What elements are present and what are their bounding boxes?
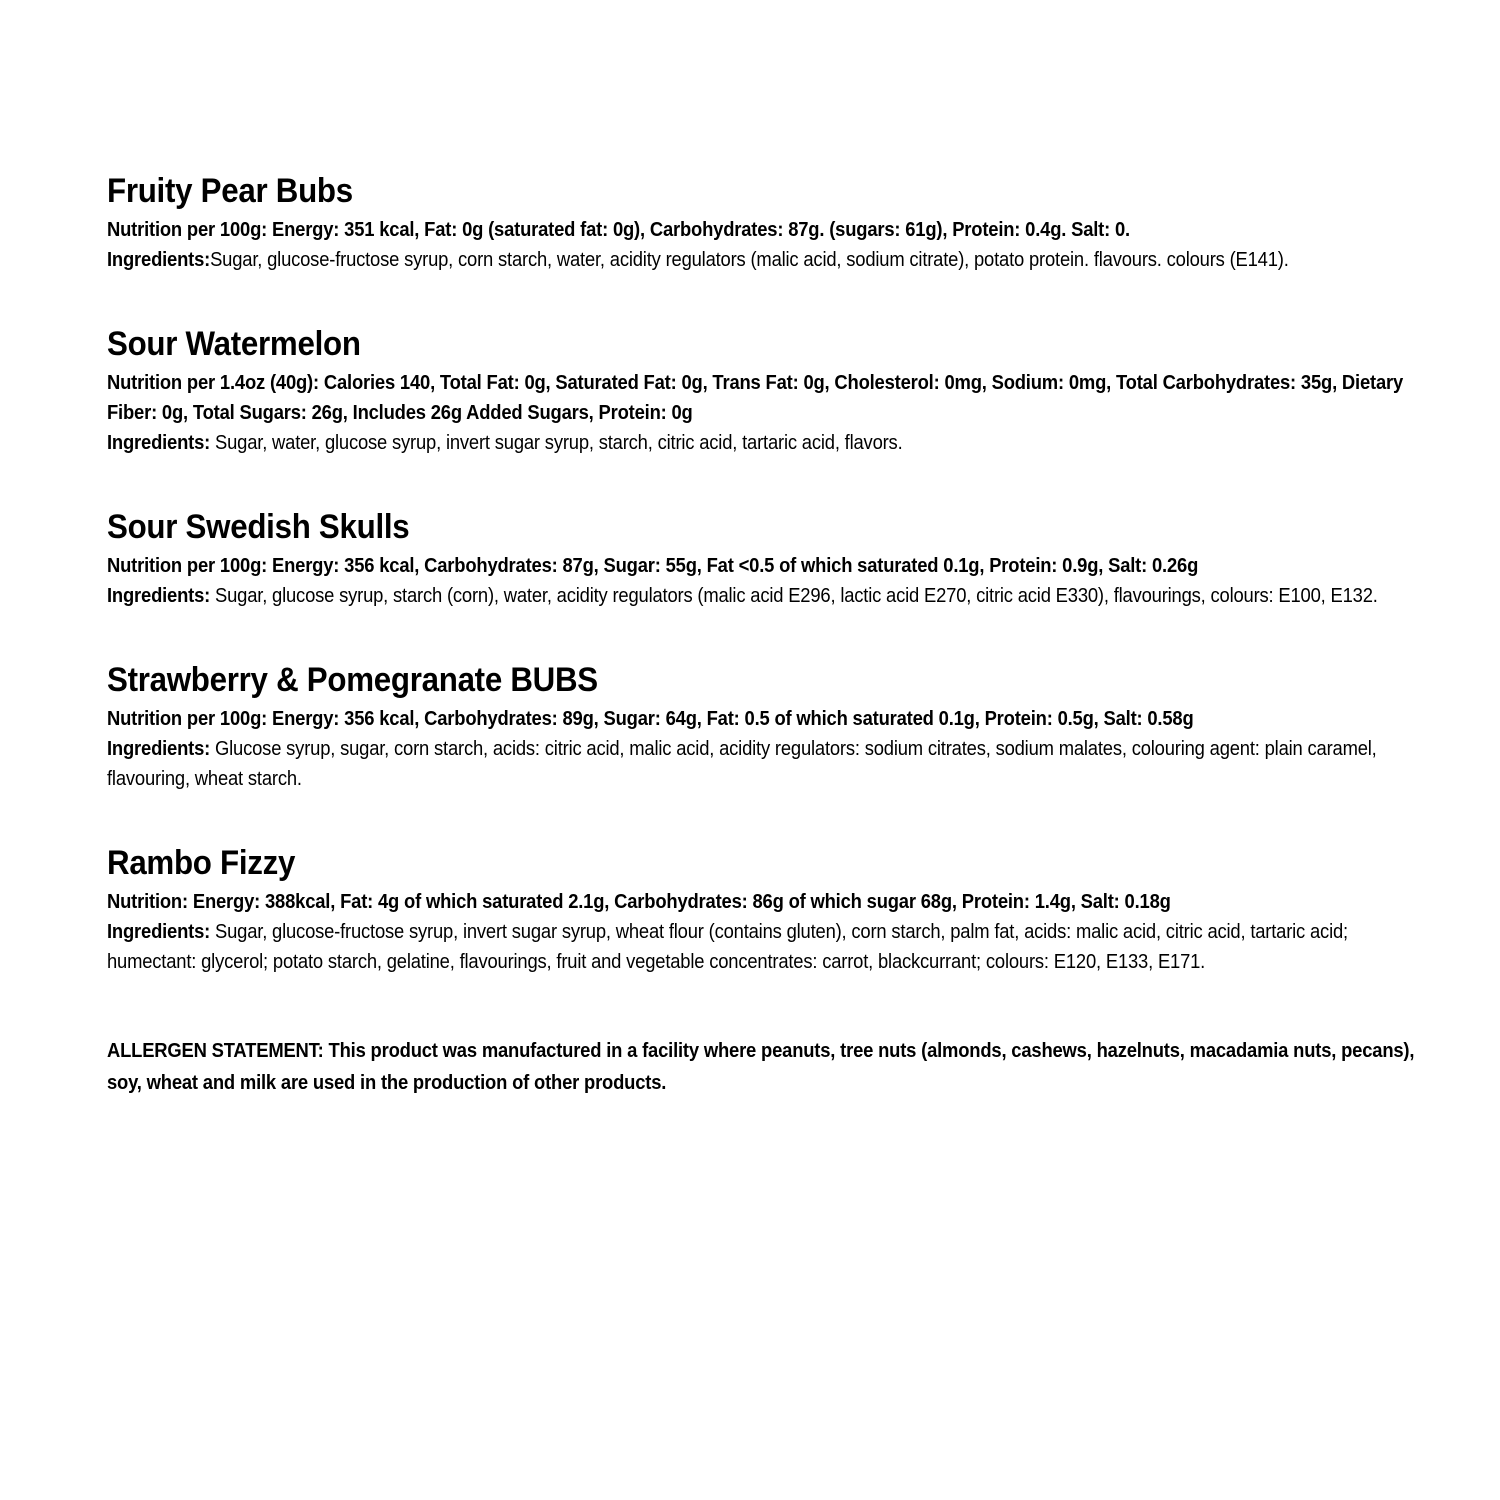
product-section-rambo-fizzy bbox=[107, 844, 1423, 977]
ingredients-text bbox=[107, 917, 1423, 977]
allergen-statement: ALLERGEN STATEMENT: This product was manufactured in a facility where peanuts, tree nuts (almonds, cashews, hazelnuts, macadamia nuts, pecans), soy, wheat and milk are used in the production of other products. bbox=[107, 1040, 1415, 1094]
product-section-sour-swedish-skulls bbox=[107, 508, 1423, 611]
product-section-sour-watermelon bbox=[107, 325, 1423, 458]
product-title: Sour Swedish Skulls bbox=[107, 508, 410, 546]
ingredients-text bbox=[107, 245, 1423, 275]
ingredients-label: Ingredients: bbox=[107, 585, 211, 607]
nutrition-text: Nutrition per 100g: Energy: 356 kcal, Carbohydrates: 87g, Sugar: 55g, Fat <0.5 of which saturated 0.1g, Protein: 0.9g, Salt: 0.26g bbox=[107, 555, 1199, 577]
ingredients-text bbox=[107, 581, 1423, 611]
product-title: Strawberry & Pomegranate BUBS bbox=[107, 661, 598, 699]
ingredients-value: Sugar, glucose-fructose syrup, corn starch, water, acidity regulators (malic acid, sodium citrate), potato protein. flavours. colours (E141). bbox=[210, 249, 1289, 271]
ingredients-label: Ingredients: bbox=[107, 921, 211, 943]
product-section-fruity-pear-bubs bbox=[107, 172, 1423, 275]
ingredients-text bbox=[107, 734, 1423, 794]
ingredients-label: Ingredients: bbox=[107, 249, 211, 271]
ingredients-text bbox=[107, 428, 1423, 458]
ingredients-value: Sugar, glucose-fructose syrup, invert sugar syrup, wheat flour (contains gluten), corn starch, palm fat, acids: malic acid, citric acid, tartaric acid; humectant: glycerol; potato starch, gelatine, flavourings, fruit and vegetable concentrates: carrot, blackcurrant; colours: E120, E133, E171. bbox=[107, 921, 1348, 973]
product-section-strawberry-pomegranate-bubs bbox=[107, 661, 1423, 794]
ingredients-label: Ingredients: bbox=[107, 432, 211, 454]
nutrition-text: Nutrition per 1.4oz (40g): Calories 140, Total Fat: 0g, Saturated Fat: 0g, Trans Fat: 0g, Cholesterol: 0mg, Sodium: 0mg, Total Carbohydrates: 35g, Dietary Fiber: 0g, Total Sugars: 26g, Includes 26g Added Sugars, Protein: 0g bbox=[107, 372, 1404, 424]
product-title: Sour Watermelon bbox=[107, 325, 361, 363]
nutrition-text: Nutrition per 100g: Energy: 356 kcal, Carbohydrates: 89g, Sugar: 64g, Fat: 0.5 of which saturated 0.1g, Protein: 0.5g, Salt: 0.58g bbox=[107, 708, 1194, 730]
ingredients-label: Ingredients: bbox=[107, 738, 211, 760]
nutrition-text: Nutrition per 100g: Energy: 351 kcal, Fat: 0g (saturated fat: 0g), Carbohydrates: 87g. (sugars: 61g), Protein: 0.4g. Salt: 0. bbox=[107, 219, 1130, 241]
nutrition-text: Nutrition: Energy: 388kcal, Fat: 4g of which saturated 2.1g, Carbohydrates: 86g of which sugar 68g, Protein: 1.4g, Salt: 0.18g bbox=[107, 891, 1171, 913]
product-title: Fruity Pear Bubs bbox=[107, 172, 353, 210]
product-title: Rambo Fizzy bbox=[107, 844, 296, 882]
content-area bbox=[107, 172, 1423, 1099]
ingredients-value: Sugar, glucose syrup, starch (corn), water, acidity regulators (malic acid E296, lactic acid E270, citric acid E330), flavourings, colours: E100, E132. bbox=[210, 585, 1378, 607]
ingredients-value: Sugar, water, glucose syrup, invert sugar syrup, starch, citric acid, tartaric acid, flavors. bbox=[210, 432, 903, 454]
ingredients-value: Glucose syrup, sugar, corn starch, acids: citric acid, malic acid, acidity regulators: sodium citrates, sodium malates, colouring agent: plain caramel, flavouring, wheat starch. bbox=[107, 738, 1377, 790]
